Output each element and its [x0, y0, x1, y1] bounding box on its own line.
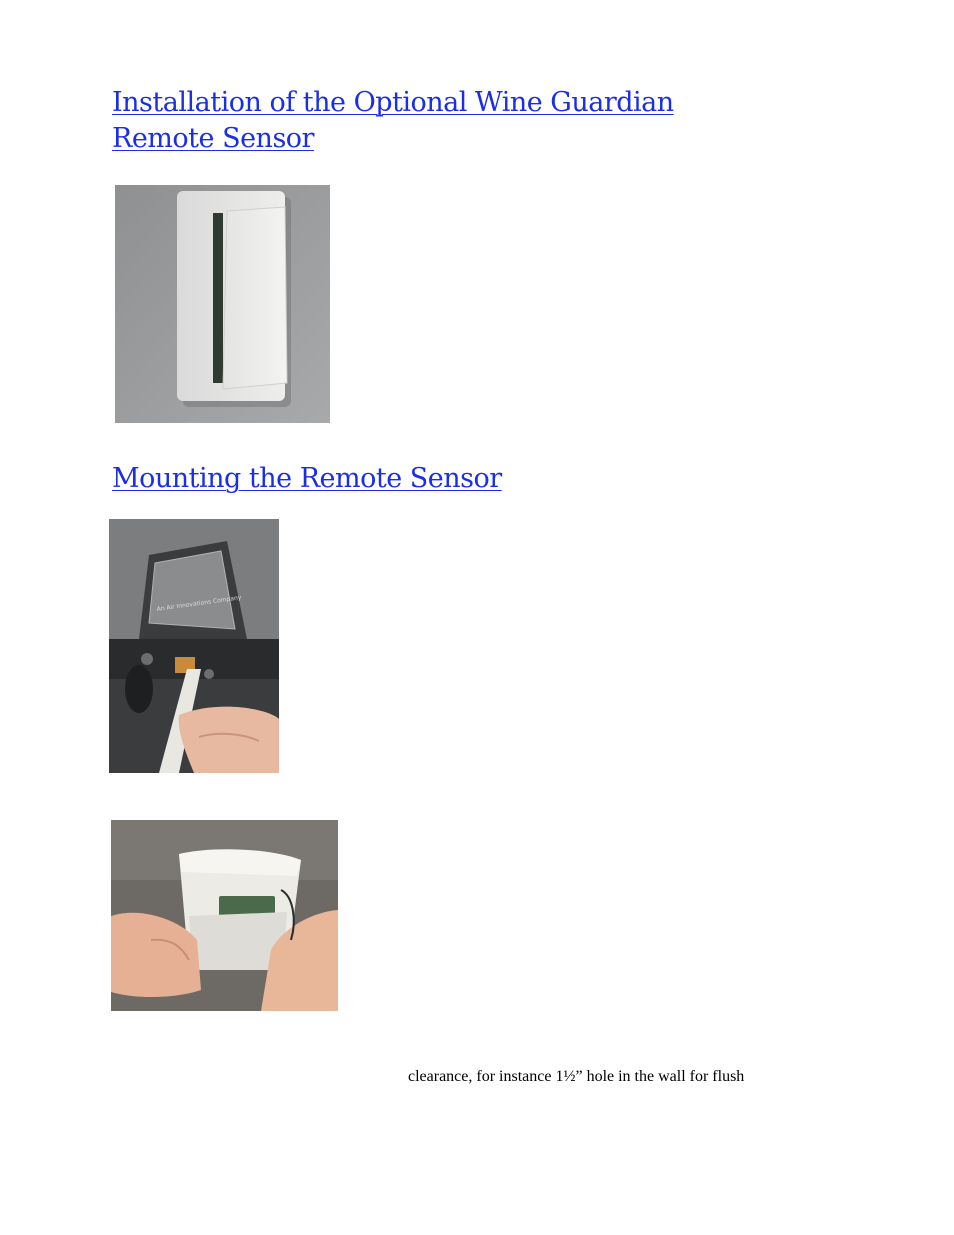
remote-sensor-photo: [115, 185, 330, 423]
unit-brand-label: An Air Innovations Company: [156, 594, 242, 613]
clearance-instruction-text: clearance, for instance 1½” hole in the wall for flush: [408, 1068, 745, 1085]
mounting-heading-link[interactable]: Mounting the Remote Sensor: [112, 463, 502, 494]
sensor-handling-photo: [111, 820, 338, 1011]
cable-connection-photo: [109, 519, 279, 773]
installation-heading-link[interactable]: [112, 85, 674, 157]
installation-heading-line1: Installation of the Optional Wine Guardian: [112, 87, 674, 118]
installation-heading-line2: Remote Sensor: [112, 123, 314, 154]
